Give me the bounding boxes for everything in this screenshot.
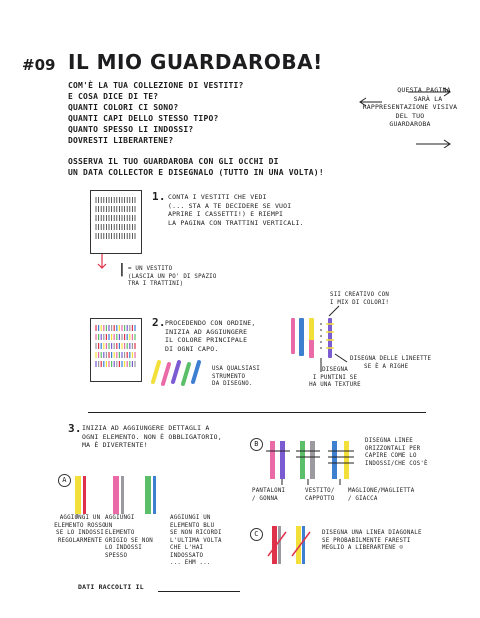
side-note-line: DEL TUO bbox=[395, 111, 425, 120]
date-line[interactable] bbox=[158, 591, 240, 592]
a-note-line: ELEMENTO ROSSO bbox=[54, 522, 106, 529]
side-note-line: SARÀ LA bbox=[413, 94, 443, 103]
b-note-line: DISEGNA LINEE bbox=[365, 438, 413, 444]
b-category-dress bbox=[305, 488, 353, 503]
section-divider bbox=[88, 412, 426, 413]
a-note-line: AGGIUNGI UN bbox=[59, 515, 101, 521]
dots-note-line: I PUNTINI SE bbox=[312, 374, 358, 381]
question-6: DOVRESTI LIBERARTENE? bbox=[68, 136, 174, 145]
down-arrow-icon bbox=[92, 252, 112, 272]
a-note-line: REGOLARMENTE bbox=[57, 537, 103, 544]
question-1: COM'È LA TUA COLLEZIONE DI VESTITI? bbox=[68, 81, 244, 90]
example-b-label: B bbox=[250, 438, 263, 451]
example-b-strokes bbox=[262, 435, 362, 485]
a-note-line: UN bbox=[105, 522, 113, 529]
example-c-label: C bbox=[250, 528, 263, 541]
step2-number: 2. bbox=[152, 316, 166, 329]
step2-line: DI OGNI CAPO. bbox=[165, 344, 219, 353]
step3-number: 3. bbox=[68, 422, 82, 435]
legend-line: TRA I TRATTINI) bbox=[128, 281, 184, 287]
step2-line: IL COLORE PRINCIPALE bbox=[165, 336, 248, 344]
b-category-line: CAPPOTTO bbox=[305, 495, 335, 502]
creative-note-line: SII CREATIVO CON bbox=[330, 292, 390, 298]
tool-note-line: DA DISEGNO. bbox=[212, 381, 253, 387]
step3-line: INIZIA AD AGGIUNGERE DETTAGLI A bbox=[82, 424, 210, 432]
tool-note bbox=[212, 366, 282, 389]
color-sheet bbox=[90, 318, 142, 382]
step3-line: MA È DIVERTENTE! bbox=[82, 441, 148, 449]
c-note-line: MEGLIO A LIBERARTENE ☺ bbox=[322, 545, 404, 551]
step1-text bbox=[168, 193, 368, 227]
step2-line: INIZIA AD AGGIUNGERE bbox=[165, 327, 248, 336]
tool-note-line: USA QUALSIASI bbox=[212, 366, 260, 372]
step3-line: OGNI ELEMENTO. NON È OBBLIGATORIO, bbox=[82, 432, 222, 441]
a-note-line: CHE L'HAI bbox=[170, 545, 204, 551]
creative-note-line: I MIX DI COLORI! bbox=[330, 299, 390, 306]
a-note-line: L'ULTIMA VOLTA bbox=[170, 537, 222, 544]
a-note-line: ELEMENTO BLU bbox=[170, 522, 215, 529]
example-a-strokes bbox=[65, 470, 175, 520]
b-category-line: PANTALONI bbox=[252, 488, 286, 494]
b-category-sweater bbox=[348, 488, 468, 503]
side-note-line: GUARDAROBA bbox=[389, 120, 431, 128]
a-note-line: SE LO INDOSSI bbox=[56, 530, 104, 536]
b-note-line: CAPIRE COME LO bbox=[365, 453, 417, 459]
b-note-line: ORIZZONTALI PER bbox=[365, 445, 421, 452]
step1-line: (... STA A TE DECIDERE SE VUOI bbox=[168, 201, 292, 210]
step1-line: LA PAGINA CON TRATTINI VERTICALI. bbox=[168, 218, 304, 227]
tally-sheet bbox=[90, 190, 142, 254]
side-note-line: QUESTA PAGINA bbox=[397, 86, 451, 94]
intro-text bbox=[68, 156, 398, 178]
a-note-line: ELEMENTO bbox=[105, 530, 135, 536]
legend-mark: | bbox=[118, 262, 127, 277]
a-note-line: AGGIUNGI bbox=[105, 515, 135, 521]
question-5: QUANTO SPESSO LI INDOSSI? bbox=[68, 125, 194, 134]
lines-note-line: SE È A RIGHE bbox=[364, 363, 409, 370]
question-2: E COSA DICE DI TE? bbox=[68, 92, 159, 101]
tool-note-line: STRUMENTO bbox=[212, 373, 246, 380]
colored-tally-marks bbox=[91, 319, 141, 381]
a-note-line: SE NON RICORDI bbox=[170, 530, 222, 536]
a-note-line: ... EHM ... bbox=[170, 560, 211, 566]
legend-line: (LASCIA UN PO' DI SPAZIO bbox=[128, 273, 217, 280]
side-note-line: RAPPRESENTAZIONE VISIVA bbox=[362, 103, 458, 111]
legend-line: = UN VESTITO bbox=[128, 266, 173, 272]
b-note-line: INDOSSI/CHE COS'È bbox=[365, 460, 428, 467]
lines-note-line: DISEGNA DELLE LINEETTE bbox=[350, 356, 432, 362]
lines-note bbox=[350, 356, 460, 371]
c-note-line: DISEGNA UNA LINEA DIAGONALE bbox=[322, 530, 422, 536]
a-note-blue bbox=[170, 515, 240, 568]
dots-note-line: HA UNA TEXTURE bbox=[309, 382, 361, 388]
step1-line: APRIRE I CASSETTI!) E RIEMPI bbox=[168, 210, 284, 218]
footer-label: DATI RACCOLTI IL bbox=[78, 583, 144, 591]
intro-line: OSSERVA IL TUO GUARDAROBA CON GLI OCCHI DI bbox=[68, 157, 279, 166]
b-note bbox=[365, 438, 475, 468]
c-note-line: SE PROBABILMENTE FARESTI bbox=[322, 537, 411, 544]
step1-number: 1. bbox=[152, 190, 166, 203]
a-note-line: INDOSSATO bbox=[170, 552, 204, 559]
tally-marks bbox=[91, 191, 141, 253]
page-number: #09 bbox=[22, 56, 56, 74]
example-c-strokes bbox=[262, 522, 322, 570]
question-list bbox=[68, 80, 308, 146]
example-a-label: A bbox=[58, 474, 71, 487]
dots-note-line: DISEGNA bbox=[322, 367, 348, 373]
side-note-arrows bbox=[340, 82, 480, 148]
b-category-line: / GIACCA bbox=[348, 495, 378, 502]
color-swatches bbox=[145, 358, 205, 388]
b-category-trousers bbox=[252, 488, 304, 503]
a-note-line: GRIGIO SE NON bbox=[105, 537, 153, 544]
a-note-line: SPESSO bbox=[105, 552, 128, 559]
c-note bbox=[322, 530, 472, 553]
a-note-gray bbox=[105, 515, 167, 560]
a-note-line: AGGIUNGI UN bbox=[170, 515, 211, 521]
b-category-line: / GONNA bbox=[252, 495, 278, 502]
legend-text bbox=[128, 266, 238, 289]
page-title: IL MIO GUARDAROBA! bbox=[68, 50, 323, 74]
b-category-line: VESTITO/ bbox=[305, 488, 335, 494]
question-3: QUANTI COLORI CI SONO? bbox=[68, 103, 179, 112]
b-category-line: MAGLIONE/MAGLIETTA bbox=[348, 488, 415, 494]
intro-line: UN DATA COLLECTOR E DISEGNALO (TUTTO IN UNA VOLTA)! bbox=[68, 168, 324, 177]
step1-line: CONTA I VESTITI CHE VEDI bbox=[168, 193, 267, 201]
step2-line: PROCEDENDO CON ORDINE, bbox=[165, 319, 256, 327]
question-4: QUANTI CAPI DELLO STESSO TIPO? bbox=[68, 114, 219, 123]
a-note-line: LO INDOSSI bbox=[105, 545, 142, 551]
step2-text bbox=[165, 319, 285, 353]
